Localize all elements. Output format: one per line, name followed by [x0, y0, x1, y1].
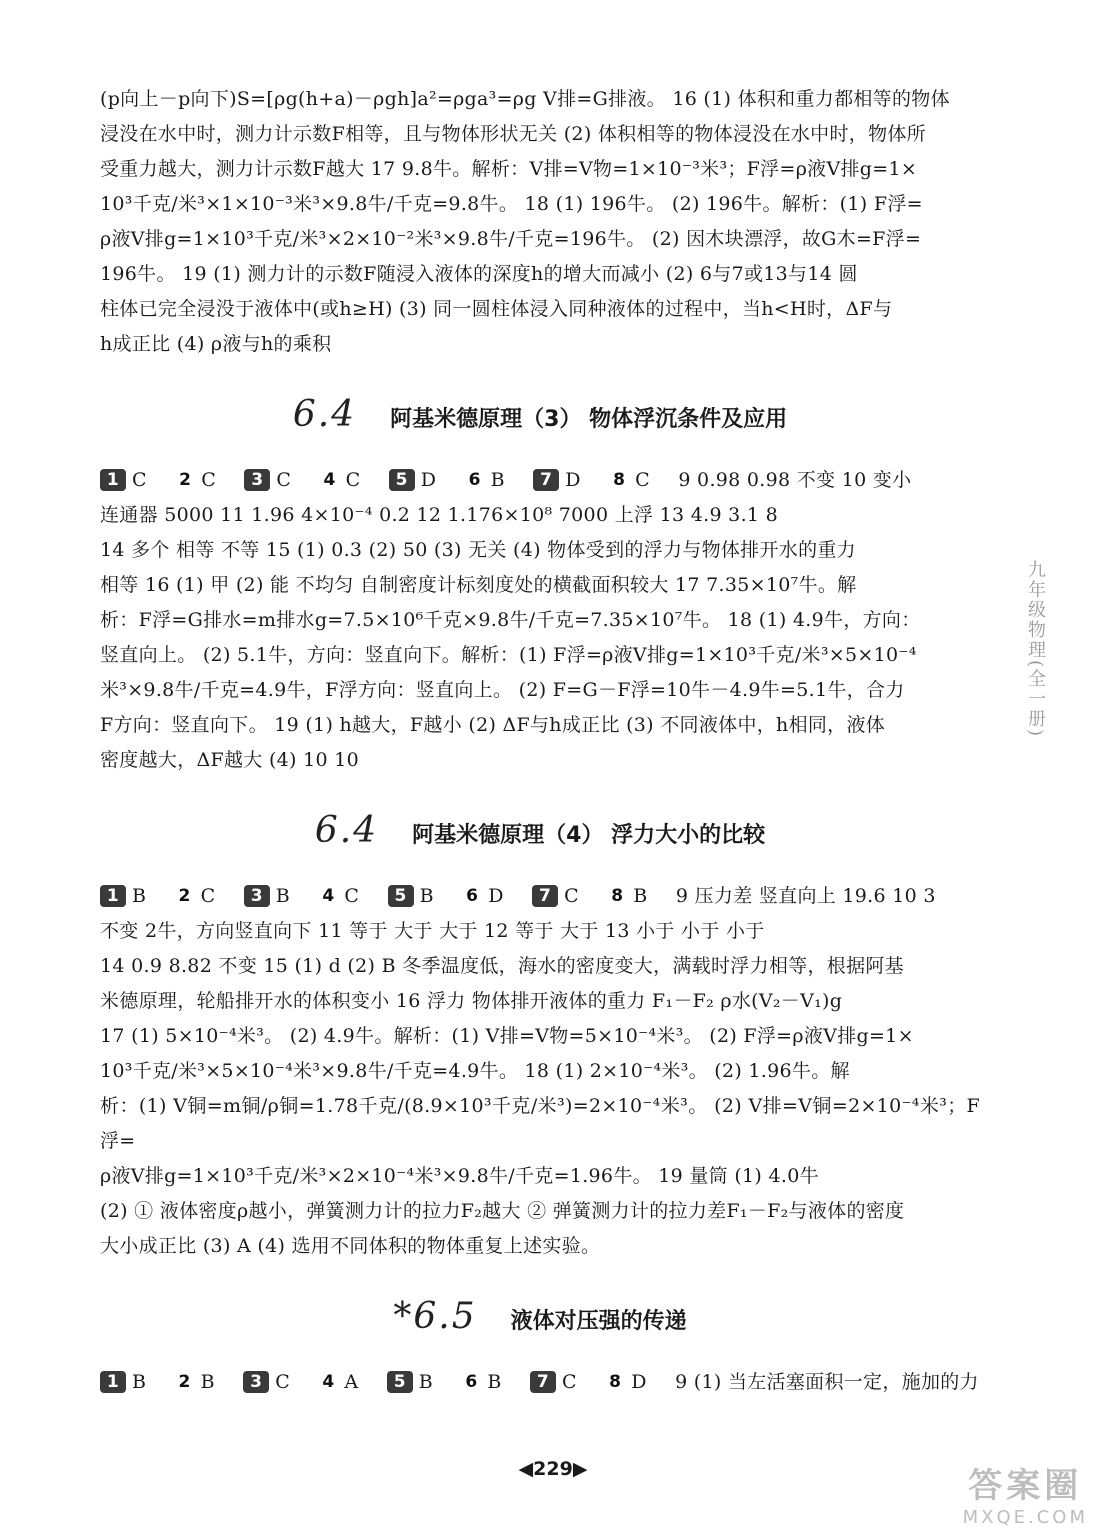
answer-item: [389, 463, 437, 498]
question-number: 5: [388, 885, 414, 907]
text-line: 柱体已完全浸没于液体中(或h≥H) (3) 同一圆柱体浸入同种液体的过程中，当h<H时，ΔF与: [100, 298, 893, 320]
question-number: 2: [178, 886, 191, 906]
answer-item: [100, 1365, 146, 1400]
section-number: *6.5: [393, 1296, 477, 1337]
side-book-title: 九年级物理(全一册): [1025, 560, 1046, 739]
section-answers: [100, 879, 980, 1264]
answer-item: [388, 879, 434, 914]
text-line: 9 压力差 竖直向上 19.6 10 3: [675, 885, 936, 907]
answer-item: [244, 463, 291, 498]
text-line: 米德原理，轮船排开水的体积变小 16 浮力 物体排开液体的重力 F₁－F₂ ρ水(V₂－V₁)g: [100, 990, 843, 1012]
text-line: 大小成正比 (3) A (4) 选用不同体积的物体重复上述实验。: [100, 1235, 601, 1257]
answer-value: B: [200, 1371, 215, 1393]
watermark-bottom: MXQE.COM: [962, 1507, 1088, 1528]
text-line: 浸没在水中时，测力计示数F相等，且与物体形状无关 (2) 体积相等的物体浸没在水中时，物体所: [100, 123, 926, 145]
answer-item: [532, 879, 579, 914]
answer-value: C: [275, 1371, 291, 1393]
question-number: 8: [613, 470, 626, 490]
question-number: 4: [323, 470, 336, 490]
section-answers: [100, 463, 980, 778]
answer-value: B: [418, 1371, 434, 1393]
section-answers: [100, 1365, 980, 1400]
question-number: 2: [179, 470, 192, 490]
text-line: 10³千克/米³×5×10⁻⁴米³×9.8牛/千克=4.9牛。 18 (1) 2×10⁻⁴米³。 (2) 1.96牛。解: [100, 1060, 850, 1082]
text-line: (2) ① 液体密度ρ越小，弹簧测力计的拉力F₂越大 ② 弹簧测力计的拉力差F₁－F₂与液体的密度: [100, 1200, 905, 1222]
text-line: 196牛。 19 (1) 测力计的示数F随浸入液体的深度h的增大而减小 (2) 6与7或13与14 圆: [100, 263, 858, 285]
answer-value: B: [487, 1371, 502, 1393]
choice-answers: [100, 463, 980, 498]
answer-item: [387, 1365, 433, 1400]
answer-value: B: [132, 885, 147, 907]
choice-answers: [100, 879, 980, 914]
answer-value: C: [276, 469, 292, 491]
answer-value: B: [490, 469, 505, 491]
page-number: ◀229▶: [518, 1458, 588, 1480]
answer-item: [605, 1365, 647, 1400]
text-line: F方向：竖直向下。 19 (1) h越大，F越小 (2) ΔF与h成正比 (3) 不同液体中，h相同，液体: [100, 714, 886, 736]
text-line: 10³千克/米³×1×10⁻³米³×9.8牛/千克=9.8牛。 18 (1) 196牛。 (2) 196牛。解析：(1) F浮=: [100, 193, 923, 215]
section-title: 液体对压强的传递: [510, 1309, 687, 1334]
answer-value: B: [275, 885, 291, 907]
section-heading: [100, 394, 980, 435]
question-number: 7: [532, 885, 558, 907]
content: [100, 82, 980, 1400]
question-number: 8: [611, 886, 624, 906]
text-line: 竖直向上。 (2) 5.1牛，方向：竖直向下。解析：(1) F浮=ρ液V排g=1×10³千克/米³×5×10⁻⁴: [100, 644, 917, 666]
answer-item: [175, 1365, 215, 1400]
answer-item: [609, 463, 650, 498]
answer-item: [175, 463, 216, 498]
question-number: 1: [100, 885, 126, 907]
answer-item: [318, 879, 359, 914]
question-number: 5: [387, 1371, 413, 1393]
answer-item: [100, 879, 146, 914]
question-number: 1: [100, 469, 126, 491]
answer-value: C: [201, 469, 217, 491]
answer-value: C: [564, 885, 579, 907]
choice-answers: [100, 1365, 980, 1400]
text-line: 相等 16 (1) 甲 (2) 能 不均匀 自制密度计标刻度处的横截面积较大 17 7.35×10⁷牛。解: [100, 574, 857, 596]
answer-item: [462, 879, 504, 914]
section-number: 6.4: [292, 394, 357, 435]
question-number: 3: [243, 1371, 269, 1393]
question-number: 3: [244, 885, 270, 907]
text-line: 析：(1) V铜=m铜/ρ铜=1.78千克/(8.9×10³千克/米³)=2×10⁻⁴米³。 (2) V排=V铜=2×10⁻⁴米³；F浮=: [100, 1095, 980, 1152]
question-number: 6: [468, 470, 481, 490]
text-line: h成正比 (4) ρ液与h的乘积: [100, 333, 332, 355]
answer-value: C: [132, 469, 147, 491]
answer-value: C: [345, 469, 361, 491]
text-line: 9 0.98 0.98 不变 10 变小: [678, 469, 912, 491]
section-title: 阿基米德原理（3） 物体浮沉条件及应用: [390, 407, 788, 432]
text-line: ρ液V排g=1×10³千克/米³×2×10⁻²米³×9.8牛/千克=196牛。 (2) 因木块漂浮，故G木=F浮=: [100, 228, 922, 250]
watermark-top: 答案圈: [968, 1466, 1083, 1506]
answer-value: C: [200, 885, 216, 907]
question-number: 1: [100, 1371, 126, 1393]
answer-value: C: [562, 1371, 577, 1393]
section-heading: [100, 810, 980, 851]
text-line: 米³×9.8牛/千克=4.9牛，F浮方向：竖直向上。 (2) F=G－F浮=10牛－4.9牛=5.1牛，合力: [100, 679, 905, 701]
question-number: 7: [533, 469, 559, 491]
answer-item: [318, 1365, 358, 1400]
answer-value: C: [635, 469, 650, 491]
answer-value: B: [419, 885, 434, 907]
text-line: 密度越大，ΔF越大 (4) 10 10: [100, 749, 359, 771]
answer-item: [243, 1365, 290, 1400]
answer-item: [175, 879, 216, 914]
page-number-value: 229: [533, 1458, 573, 1480]
answer-item: [533, 463, 581, 498]
text-line: (p向上－p向下)S=[ρg(h+a)－ρgh]a²=ρga³=ρg V排=G排液。 16 (1) 体积和重力都相等的物体: [100, 88, 950, 110]
answer-value: D: [488, 885, 504, 907]
answer-item: [465, 463, 505, 498]
text-line: 受重力越大，测力计示数F越大 17 9.8牛。解析：V排=V物=1×10⁻³米³；F浮=ρ液V排g=1×: [100, 158, 918, 180]
answer-value: B: [633, 885, 648, 907]
question-number: 6: [466, 886, 479, 906]
question-number: 4: [322, 1372, 335, 1392]
intro-answers: [100, 82, 980, 362]
text-line: 析：F浮=G排水=m排水g=7.5×10⁶千克×9.8牛/千克=7.35×10⁷牛。 18 (1) 4.9牛，方向：: [100, 609, 921, 631]
text-line: 14 0.9 8.82 不变 15 (1) d (2) B 冬季温度低，海水的密度变大，满载时浮力相等，根据阿基: [100, 955, 904, 977]
text-line: 17 (1) 5×10⁻⁴米³。 (2) 4.9牛。解析：(1) V排=V物=5×10⁻⁴米³。 (2) F浮=ρ液V排g=1×: [100, 1025, 914, 1047]
text-line: 14 多个 相等 不等 15 (1) 0.3 (2) 50 (3) 无关 (4) 物体受到的浮力与物体排开水的重力: [100, 539, 856, 561]
question-number: 7: [530, 1371, 556, 1393]
question-number: 2: [178, 1372, 191, 1392]
section-number: 6.4: [314, 810, 379, 851]
answer-value: C: [344, 885, 360, 907]
answer-value: A: [344, 1371, 359, 1393]
answer-item: [607, 879, 647, 914]
answer-value: B: [132, 1371, 147, 1393]
question-number: 3: [244, 469, 270, 491]
answer-value: D: [420, 469, 437, 491]
answer-item: [100, 463, 147, 498]
section-title: 阿基米德原理（4） 浮力大小的比较: [412, 823, 766, 848]
section-heading: [100, 1296, 980, 1337]
answer-item: [530, 1365, 577, 1400]
answer-item: [320, 463, 361, 498]
text-line: 连通器 5000 11 1.96 4×10⁻⁴ 0.2 12 1.176×10⁸ 7000 上浮 13 4.9 3.1 8: [100, 504, 779, 526]
question-number: 5: [389, 469, 415, 491]
question-number: 4: [322, 886, 335, 906]
text-line: ρ液V排g=1×10³千克/米³×2×10⁻⁴米³×9.8牛/千克=1.96牛。 19 量筒 (1) 4.0牛: [100, 1165, 819, 1187]
answer-value: D: [631, 1371, 647, 1393]
question-number: 8: [609, 1372, 622, 1392]
text-line: 不变 2牛，方向竖直向下 11 等于 大于 大于 12 等于 大于 13 小于 小于 小于: [100, 920, 765, 942]
answer-item: [461, 1365, 501, 1400]
watermark-logo: [963, 1458, 1088, 1528]
text-line: 9 (1) 当左活塞面积一定，施加的力: [675, 1371, 979, 1393]
answer-value: D: [565, 469, 581, 491]
answer-item: [244, 879, 290, 914]
question-number: 6: [465, 1372, 478, 1392]
